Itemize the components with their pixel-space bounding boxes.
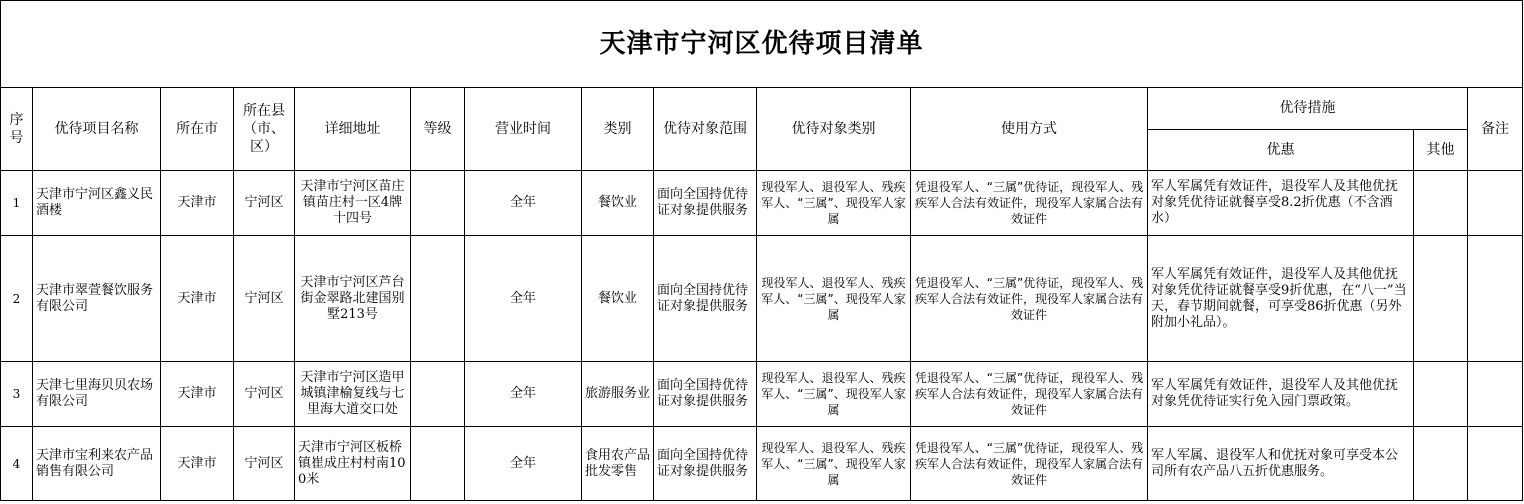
cell-index: 4 [1,427,33,501]
cell-usage: 凭退役军人、“三属”优待证，现役军人、残疾军人合法有效证件，现役军人家属合法有效证件 [911,236,1148,362]
cell-target: 现役军人、退役军人、残疾军人、“三属”、现役军人家属 [757,236,911,362]
cell-scope: 面向全国持优待证对象提供服务 [654,362,757,427]
cell-usage: 凭退役军人、“三属”优待证，现役军人、残疾军人合法有效证件，现役军人家属合法有效证件 [911,362,1148,427]
cell-hours: 全年 [465,236,582,362]
header-address: 详细地址 [295,88,411,171]
cell-index: 2 [1,236,33,362]
cell-discount: 军人军属凭有效证件，退役军人及其他优抚对象凭优待证就餐享受8.2折优惠（不含酒水） [1148,171,1414,236]
cell-discount: 军人军属凭有效证件，退役军人及其他优抚对象凭优待证实行免入园门票政策。 [1148,362,1414,427]
cell-other [1414,171,1468,236]
header-city: 所在市 [161,88,234,171]
cell-county: 宁河区 [234,236,295,362]
cell-address: 天津市宁河区板桥镇崔成庄村村南100米 [295,427,411,501]
cell-other [1414,427,1468,501]
header-target: 优待对象类别 [757,88,911,171]
cell-target: 现役军人、退役军人、残疾军人、“三属”、现役军人家属 [757,427,911,501]
cell-level [411,427,465,501]
cell-category: 餐饮业 [582,236,654,362]
cell-hours: 全年 [465,171,582,236]
cell-hours: 全年 [465,362,582,427]
cell-city: 天津市 [161,427,234,501]
cell-city: 天津市 [161,236,234,362]
cell-category: 食用农产品批发零售 [582,427,654,501]
page-title: 天津市宁河区优待项目清单 [1,1,1523,88]
cell-usage: 凭退役军人、“三属”优待证，现役军人、残疾军人合法有效证件，现役军人家属合法有效证件 [911,171,1148,236]
cell-county: 宁河区 [234,362,295,427]
cell-target: 现役军人、退役军人、残疾军人、“三属”、现役军人家属 [757,171,911,236]
cell-discount: 军人军属、退役军人和优抚对象可享受本公司所有农产品八五折优惠服务。 [1148,427,1414,501]
header-other: 其他 [1414,129,1468,171]
cell-other [1414,236,1468,362]
cell-scope: 面向全国持优待证对象提供服务 [654,171,757,236]
header-level: 等级 [411,88,465,171]
cell-level [411,236,465,362]
header-county: 所在县（市、区） [234,88,295,171]
cell-remark [1468,427,1523,501]
cell-remark [1468,171,1523,236]
cell-scope: 面向全国持优待证对象提供服务 [654,427,757,501]
cell-name: 天津市宁河区鑫义民酒楼 [33,171,161,236]
cell-category: 餐饮业 [582,171,654,236]
cell-address: 天津市宁河区芦台街金翠路北建国别墅213号 [295,236,411,362]
header-index: 序号 [1,88,33,171]
cell-county: 宁河区 [234,427,295,501]
header-category: 类别 [582,88,654,171]
cell-address: 天津市宁河区造甲城镇津榆复线与七里海大道交口处 [295,362,411,427]
cell-remark [1468,236,1523,362]
header-scope: 优待对象范围 [654,88,757,171]
cell-discount: 军人军属凭有效证件，退役军人及其他优抚对象凭优待证就餐享受9折优惠，在“八一”当天，春节期间就餐，可享受86折优惠（另外附加小礼品）。 [1148,236,1414,362]
cell-name: 天津市翠萱餐饮服务有限公司 [33,236,161,362]
table-row [1,171,1523,236]
cell-city: 天津市 [161,171,234,236]
table-row [1,427,1523,501]
header-remark: 备注 [1468,88,1523,171]
header-discount: 优惠 [1148,129,1414,171]
cell-name: 天津七里海贝贝农场有限公司 [33,362,161,427]
table-row [1,362,1523,427]
cell-address: 天津市宁河区苗庄镇苗庄村一区4牌十四号 [295,171,411,236]
header-name: 优待项目名称 [33,88,161,171]
cell-name: 天津市宝利来农产品销售有限公司 [33,427,161,501]
cell-level [411,362,465,427]
cell-level [411,171,465,236]
cell-target: 现役军人、退役军人、残疾军人、“三属”、现役军人家属 [757,362,911,427]
cell-index: 3 [1,362,33,427]
header-hours: 营业时间 [465,88,582,171]
cell-remark [1468,362,1523,427]
header-usage: 使用方式 [911,88,1148,171]
cell-usage: 凭退役军人、“三属”优待证，现役军人、残疾军人合法有效证件，现役军人家属合法有效证件 [911,427,1148,501]
table-row [1,236,1523,362]
cell-scope: 面向全国持优待证对象提供服务 [654,236,757,362]
cell-category: 旅游服务业 [582,362,654,427]
cell-index: 1 [1,171,33,236]
cell-hours: 全年 [465,427,582,501]
header-measures: 优待措施 [1148,88,1468,130]
cell-county: 宁河区 [234,171,295,236]
cell-other [1414,362,1468,427]
cell-city: 天津市 [161,362,234,427]
